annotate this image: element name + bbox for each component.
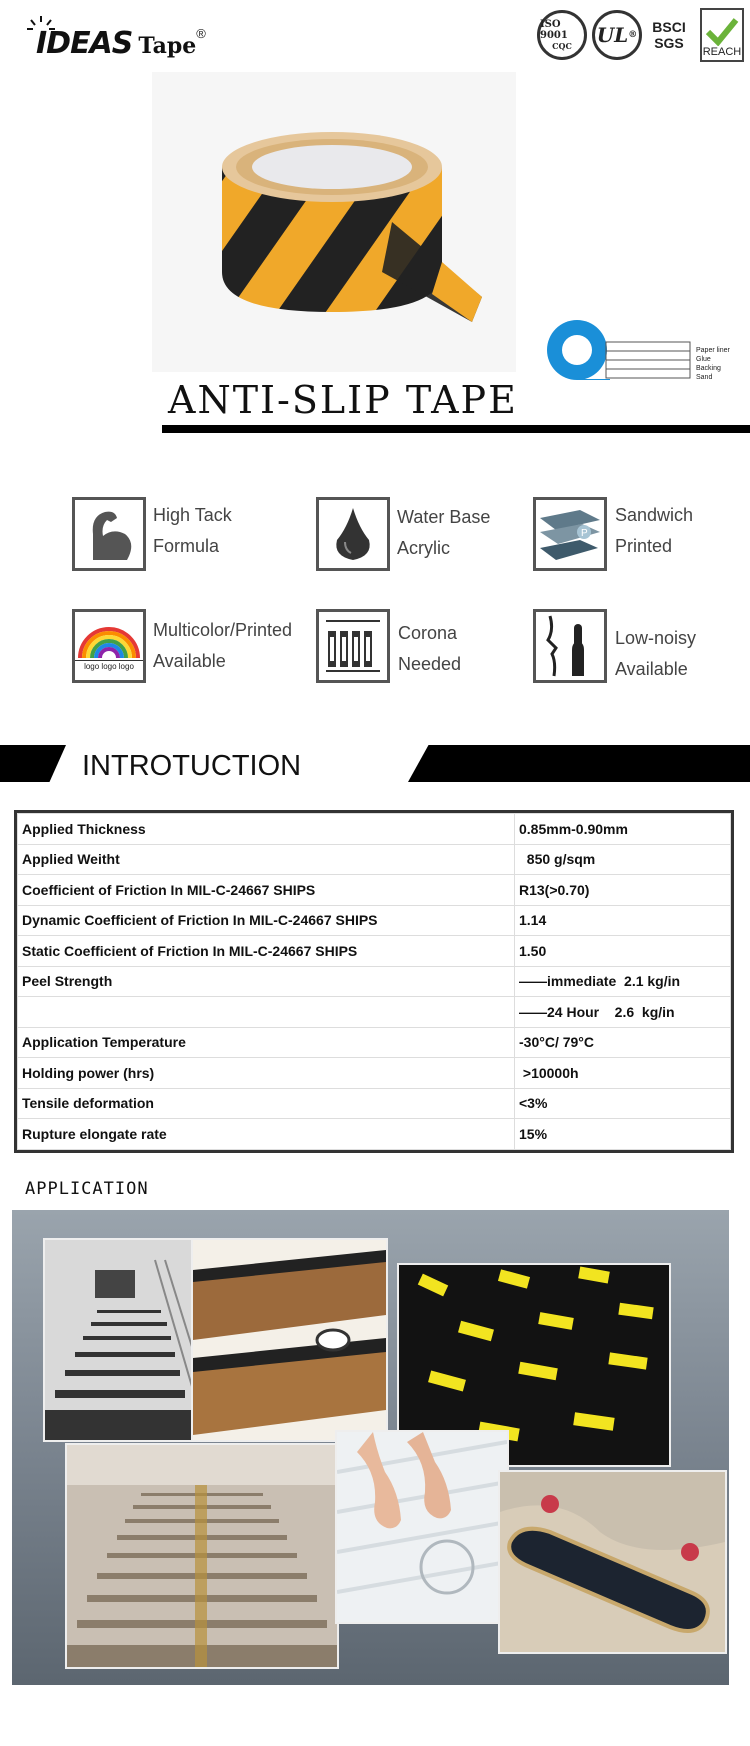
spec-property: Static Coefficient of Friction In MIL-C-24667 SHIPS bbox=[18, 936, 515, 967]
feature-label-1: High Tack bbox=[153, 505, 232, 525]
feature-multicolor bbox=[153, 615, 292, 677]
feature-corona bbox=[398, 618, 461, 680]
spec-property: Peel Strength bbox=[18, 966, 515, 997]
spec-row bbox=[18, 905, 731, 936]
spec-value: ——immediate 2.1 kg/in bbox=[515, 966, 731, 997]
cert-bsci: BSCI bbox=[652, 19, 686, 35]
spec-value: <3% bbox=[515, 1088, 731, 1119]
spec-value: 850 g/sqm bbox=[515, 844, 731, 875]
corona-rollers-icon bbox=[316, 609, 390, 683]
spec-row bbox=[18, 966, 731, 997]
cert-iso-name: ISO 9001 bbox=[540, 18, 568, 41]
photo-skateboard bbox=[500, 1472, 725, 1652]
spec-property: Tensile deformation bbox=[18, 1088, 515, 1119]
spec-table bbox=[14, 810, 734, 1153]
layer-lines bbox=[604, 340, 694, 382]
layer-sand: Sand bbox=[696, 374, 713, 381]
spec-property: Rupture elongate rate bbox=[18, 1119, 515, 1150]
spec-property bbox=[18, 997, 515, 1028]
cert-reach-label: REACH bbox=[702, 46, 742, 58]
section-title-application: APPLICATION bbox=[25, 1179, 149, 1199]
spec-row bbox=[18, 997, 731, 1028]
cert-ul-name: UL bbox=[596, 23, 629, 47]
feature-label-1: Multicolor/Printed bbox=[153, 620, 293, 640]
feature-label-2: Printed bbox=[615, 536, 673, 556]
feature-low-noisy bbox=[615, 623, 696, 685]
spec-row bbox=[18, 814, 731, 845]
feature-label-1: Sandwich bbox=[615, 505, 694, 525]
layer-backing: Backing bbox=[696, 365, 721, 372]
tape-roll-image bbox=[152, 72, 516, 372]
product-title: ANTI-SLIP TAPE bbox=[168, 378, 518, 422]
water-drop-icon bbox=[316, 497, 390, 571]
cert-iso-sub: CQC bbox=[552, 40, 572, 51]
photo-wood-steps bbox=[193, 1240, 386, 1440]
photo-bath-feet bbox=[337, 1432, 507, 1622]
spec-value: R13(>0.70) bbox=[515, 875, 731, 906]
spec-property: Application Temperature bbox=[18, 1027, 515, 1058]
cert-iso bbox=[536, 6, 588, 64]
silence-face-icon bbox=[533, 609, 607, 683]
logo-sub: Tape bbox=[138, 33, 197, 59]
band-right bbox=[408, 745, 750, 782]
layer-glue: Glue bbox=[696, 356, 711, 363]
roll-cross-section-icon bbox=[544, 320, 610, 380]
photo-long-staircase bbox=[67, 1445, 337, 1667]
application-collage bbox=[12, 1210, 729, 1685]
spec-row bbox=[18, 1027, 731, 1058]
tape-layers-diagram bbox=[544, 320, 750, 382]
spec-value: 15% bbox=[515, 1119, 731, 1150]
spec-row bbox=[18, 936, 731, 967]
spec-value: -30°C/ 79°C bbox=[515, 1027, 731, 1058]
band-left bbox=[0, 745, 66, 782]
rainbow-logo-icon bbox=[72, 609, 146, 683]
spec-value: 1.50 bbox=[515, 936, 731, 967]
svg-text:P: P bbox=[581, 528, 588, 539]
feature-high-tack bbox=[153, 500, 232, 562]
section-title-introduction: INTROTUCTION bbox=[82, 750, 302, 782]
sandwich-layers-icon bbox=[533, 497, 607, 571]
feature-water-base bbox=[397, 502, 490, 564]
spec-value: 1.14 bbox=[515, 905, 731, 936]
spec-property: Dynamic Coefficient of Friction In MIL-C-24667 SHIPS bbox=[18, 905, 515, 936]
spec-row bbox=[18, 1088, 731, 1119]
spec-property: Coefficient of Friction In MIL-C-24667 SHIPS bbox=[18, 875, 515, 906]
feature-label-2: Needed bbox=[398, 654, 462, 674]
layer-paper-liner: Paper liner bbox=[696, 347, 730, 354]
feature-label-1: Low-noisy bbox=[615, 628, 697, 648]
cert-sgs: SGS bbox=[654, 35, 684, 51]
product-photo bbox=[152, 72, 516, 372]
feature-label-1: Corona bbox=[398, 623, 458, 643]
feature-sandwich bbox=[615, 500, 693, 562]
checkmark-icon bbox=[705, 16, 739, 46]
feature-label-2: Acrylic bbox=[397, 538, 450, 558]
spec-row bbox=[18, 875, 731, 906]
cert-ul bbox=[592, 6, 642, 64]
spec-property: Applied Weitht bbox=[18, 844, 515, 875]
feature-label-1: Water Base bbox=[397, 507, 491, 527]
logo-sample-text: logo logo logo bbox=[75, 660, 143, 673]
spec-property: Applied Thickness bbox=[18, 814, 515, 845]
logo-text: IDEAS bbox=[36, 26, 133, 61]
feature-label-2: Available bbox=[615, 659, 688, 679]
spec-value: >10000h bbox=[515, 1058, 731, 1089]
cert-bsci-sgs bbox=[644, 6, 694, 64]
spec-row bbox=[18, 1058, 731, 1089]
brand-logo bbox=[24, 14, 234, 64]
cert-reach bbox=[698, 6, 746, 64]
registered-mark: ® bbox=[196, 26, 206, 41]
spec-row bbox=[18, 1119, 731, 1150]
photo-stairs bbox=[45, 1240, 193, 1440]
spec-row bbox=[18, 844, 731, 875]
cert-ul-sub: ® bbox=[628, 30, 638, 40]
title-underline bbox=[162, 425, 750, 433]
muscle-arm-icon bbox=[72, 497, 146, 571]
feature-label-2: Available bbox=[153, 651, 226, 671]
feature-label-2: Formula bbox=[153, 536, 220, 556]
spec-value: 0.85mm-0.90mm bbox=[515, 814, 731, 845]
spec-property: Holding power (hrs) bbox=[18, 1058, 515, 1089]
spec-value: ——24 Hour 2.6 kg/in bbox=[515, 997, 731, 1028]
